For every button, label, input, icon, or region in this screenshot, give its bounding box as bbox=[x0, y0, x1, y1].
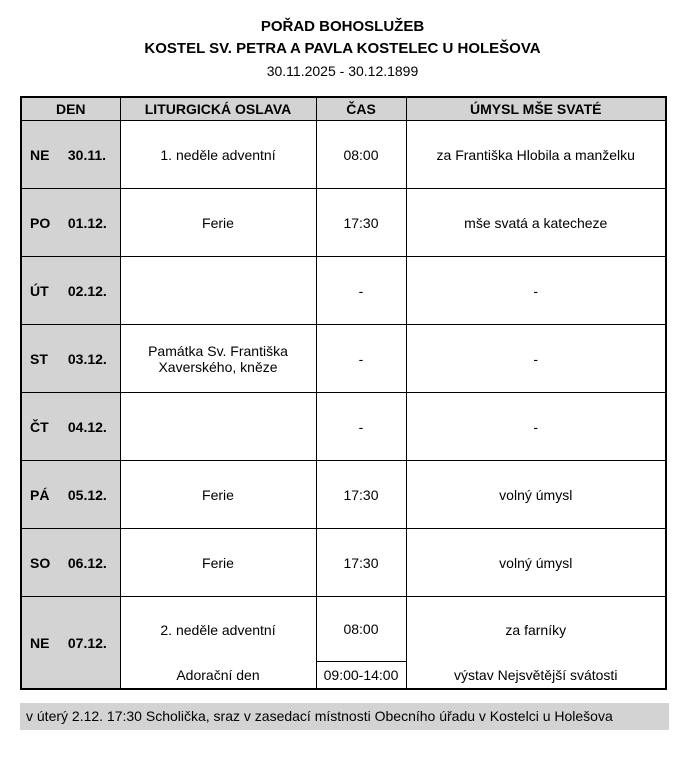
footer-note: v úterý 2.12. 17:30 Scholička, sraz v zasedací místnosti Obecního úřadu v Kostelci u Holešova bbox=[20, 703, 669, 730]
table-row bbox=[21, 257, 666, 325]
day-date: 06.12. bbox=[67, 554, 107, 571]
day-date: 03.12. bbox=[67, 350, 107, 367]
day-date: 02.12. bbox=[67, 282, 107, 299]
celebration-top: 2. neděle adventní bbox=[160, 621, 276, 638]
column-header-umysl: ÚMYSL MŠE SVATÉ bbox=[406, 97, 666, 121]
intention-cell: - bbox=[406, 257, 666, 325]
document-title: POŘAD BOHOSLUŽEB bbox=[260, 18, 425, 35]
intention-cell: - bbox=[406, 393, 666, 461]
header-row bbox=[21, 97, 666, 121]
column-header-liturgicka-oslava: LITURGICKÁ OSLAVA bbox=[120, 97, 316, 121]
table-row bbox=[21, 393, 666, 461]
celebration-bottom: Adorační den bbox=[176, 667, 260, 683]
day-cell bbox=[21, 461, 120, 529]
day-abbr: ST bbox=[30, 350, 48, 367]
celebration-cell bbox=[120, 597, 316, 690]
intention-cell: mše svatá a katecheze bbox=[406, 189, 666, 257]
day-cell bbox=[21, 121, 120, 189]
time-cell: 17:30 bbox=[316, 461, 406, 529]
time-cell: - bbox=[316, 257, 406, 325]
table-row bbox=[21, 325, 666, 393]
celebration-split bbox=[121, 597, 316, 688]
day-abbr: SO bbox=[30, 554, 51, 571]
day-abbr: PÁ bbox=[30, 486, 50, 503]
time-bottom: 09:00-14:00 bbox=[317, 661, 406, 688]
table-row-last bbox=[21, 597, 666, 690]
intention-split bbox=[407, 597, 666, 688]
title-block bbox=[20, 16, 665, 82]
schedule-table bbox=[20, 96, 667, 690]
day-cell bbox=[21, 257, 120, 325]
day-cell bbox=[21, 189, 120, 257]
celebration-cell: Ferie bbox=[120, 529, 316, 597]
intention-cell: za Františka Hlobila a manželku bbox=[406, 121, 666, 189]
time-cell: - bbox=[316, 393, 406, 461]
celebration-cell: Ferie bbox=[120, 189, 316, 257]
column-header-cas: ČAS bbox=[316, 97, 406, 121]
celebration-cell: Ferie bbox=[120, 461, 316, 529]
table-row bbox=[21, 189, 666, 257]
time-top: 08:00 bbox=[343, 621, 379, 637]
day-date: 05.12. bbox=[67, 486, 107, 503]
column-header-den: DEN bbox=[21, 97, 120, 121]
day-cell bbox=[21, 597, 120, 690]
day-date: 01.12. bbox=[67, 214, 107, 231]
day-date: 30.11. bbox=[67, 146, 107, 163]
intention-cell: - bbox=[406, 325, 666, 393]
day-cell bbox=[21, 393, 120, 461]
day-abbr: ÚT bbox=[30, 282, 49, 299]
celebration-cell: 1. neděle adventní bbox=[120, 121, 316, 189]
day-abbr: NE bbox=[30, 634, 50, 651]
time-cell: - bbox=[316, 325, 406, 393]
time-split bbox=[317, 597, 406, 688]
time-cell bbox=[316, 597, 406, 690]
day-date: 07.12. bbox=[67, 634, 107, 651]
intention-cell bbox=[406, 597, 666, 690]
table-row bbox=[21, 461, 666, 529]
intention-cell: volný úmysl bbox=[406, 461, 666, 529]
table-row bbox=[21, 121, 666, 189]
celebration-cell bbox=[120, 257, 316, 325]
time-cell: 17:30 bbox=[316, 189, 406, 257]
date-range: 30.11.2025 - 30.12.1899 bbox=[266, 63, 419, 79]
church-name: KOSTEL SV. PETRA A PAVLA KOSTELEC U HOLEŠOVA bbox=[144, 40, 541, 57]
day-cell bbox=[21, 529, 120, 597]
day-cell bbox=[21, 325, 120, 393]
day-abbr: PO bbox=[30, 214, 51, 231]
day-abbr: ČT bbox=[30, 418, 49, 435]
celebration-cell bbox=[120, 393, 316, 461]
intention-cell: volný úmysl bbox=[406, 529, 666, 597]
celebration-cell: Památka Sv. Františka Xaverského, kněze bbox=[120, 325, 316, 393]
intention-bottom: výstav Nejsvětější svátosti bbox=[454, 667, 618, 683]
intention-top: za farníky bbox=[505, 621, 567, 638]
day-abbr: NE bbox=[30, 146, 50, 163]
time-cell: 08:00 bbox=[316, 121, 406, 189]
table-row bbox=[21, 529, 666, 597]
time-cell: 17:30 bbox=[316, 529, 406, 597]
day-date: 04.12. bbox=[67, 418, 107, 435]
